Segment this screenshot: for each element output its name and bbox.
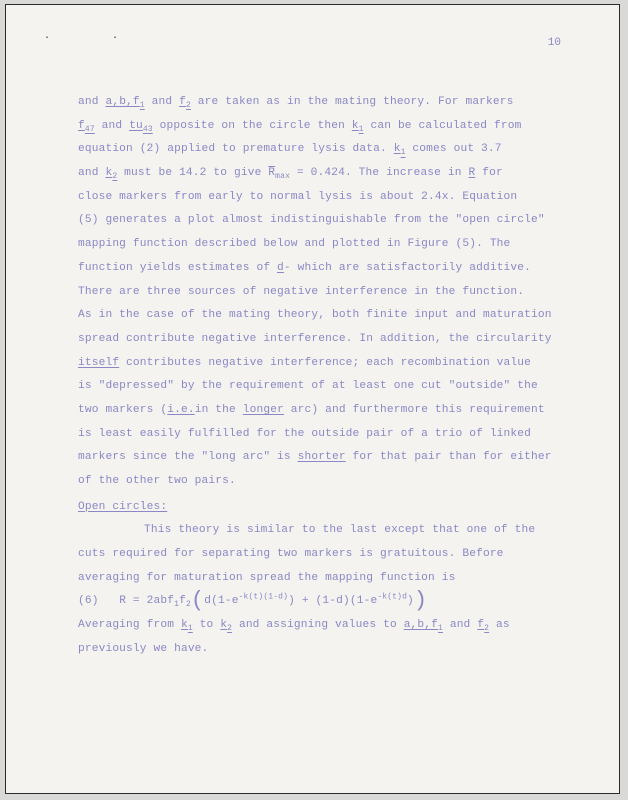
text-line: mapping function described below and plotted in Figure (5). The (78, 238, 511, 251)
text-line: There are three sources of negative interference in the function. (78, 285, 525, 298)
text-line: two markers (i.e.in the longer arc) and furthermore this requirement (78, 403, 545, 416)
text-line: is least easily fulfilled for the outside pair of a trio of linked (78, 427, 531, 440)
text-line: and $a,b,f_1$ and $f_2$ are taken as in the mating theory. For markers (78, 96, 514, 111)
text-line: close markers from early to normal lysis is about 2.4x. Equation (78, 190, 518, 203)
text-line: function yields estimates of d- which are satisfactorily additive. (78, 261, 532, 274)
text-line: As in the case of the mating theory, both finite input and maturation (78, 309, 552, 322)
text-line: previously we have. (78, 642, 209, 655)
text-line: $f_{47}$ and $tu_{43}$ opposite on the circle then $k_1$ can be calculated from (78, 119, 522, 134)
equation-number: (6) (78, 595, 99, 608)
section-heading: Open circles: (78, 500, 168, 513)
document-page (5, 4, 620, 794)
body-text (78, 91, 558, 662)
text-line: and $k_2$ must be 14.2 to give $\overline{R}_{max} = 0.424$. The increase in R for (78, 167, 503, 182)
text-line: (5) generates a plot almost indistinguishable from the "open circle" (78, 214, 545, 227)
text-line: equation (2) applied to premature lysis data. $k_1$ comes out 3.7 (78, 143, 502, 158)
text-line: spread contribute negative interference. In addition, the circularity (78, 332, 552, 345)
page-number: 10 (547, 37, 561, 49)
text-line: of the other two pairs. (78, 475, 236, 487)
equation-line: (6) $R = 2abf_1f_2(d(1-e^{-k(t)(1-d)}) + (1-d)(1-e^{-k(t)d}))$ (78, 588, 428, 614)
text-line: markers since the "long arc" is shorter for that pair than for either (78, 451, 552, 464)
text-line: This theory is similar to the last except that one of the (144, 524, 536, 537)
edge-marks: · · (44, 33, 147, 44)
text-line: averaging for maturation spread the mapping function is (78, 571, 456, 584)
text-line: cuts required for separating two markers is gratuitous. Before (78, 548, 504, 561)
text-line: is "depressed" by the requirement of at least one cut "outside" the (78, 380, 538, 393)
text-line: Averaging from $k_1$ to $k_2$ and assigning values to $a,b,f_1$ and $f_2$ as (78, 619, 510, 634)
text-line: itself contributes negative interference; each recombination value (78, 356, 532, 369)
